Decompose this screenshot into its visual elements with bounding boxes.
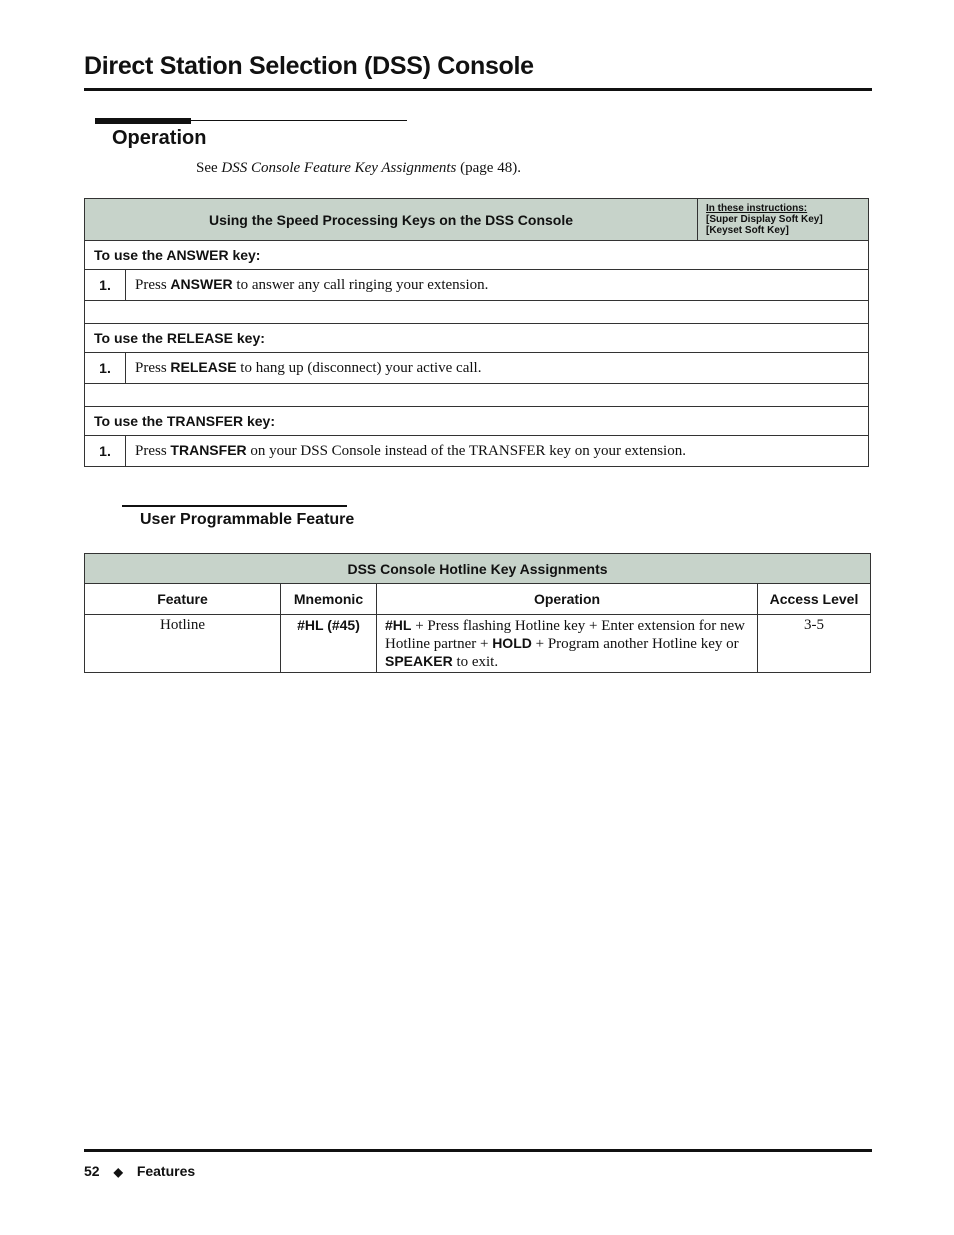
step-post: on your DSS Console instead of the TRANSFER key on your extension. bbox=[246, 443, 686, 459]
title-rule bbox=[84, 88, 872, 91]
instructions-legend bbox=[698, 199, 869, 241]
op-key-hl: #HL bbox=[385, 617, 412, 633]
footer-section: Features bbox=[136, 1163, 196, 1179]
transfer-section-heading: To use the TRANSFER key: bbox=[85, 407, 869, 436]
mnemonic-cell: #HL (#45) bbox=[281, 615, 377, 673]
page-title: Direct Station Selection (DSS) Console bbox=[84, 52, 534, 80]
transfer-step-number: 1. bbox=[85, 436, 126, 467]
answer-step-number: 1. bbox=[85, 270, 126, 301]
legend-title: In these instructions: bbox=[706, 203, 808, 214]
spacer-row bbox=[85, 384, 869, 407]
see-reference bbox=[196, 160, 521, 177]
spacer-row bbox=[85, 301, 869, 324]
operation-cell bbox=[377, 615, 758, 673]
section-rule-thick bbox=[95, 118, 191, 124]
op-key-hold: HOLD bbox=[492, 635, 532, 651]
footer-rule bbox=[84, 1149, 872, 1152]
section-rule-thin bbox=[191, 120, 407, 121]
table-row bbox=[85, 615, 871, 673]
release-section-heading: To use the RELEASE key: bbox=[85, 324, 869, 353]
column-header-access-level: Access Level bbox=[758, 584, 871, 615]
feature-cell: Hotline bbox=[85, 615, 281, 673]
step-post: to hang up (disconnect) your active call. bbox=[236, 360, 482, 376]
step-pre: Press bbox=[135, 443, 171, 459]
column-header-mnemonic: Mnemonic bbox=[281, 584, 377, 615]
answer-key-label: ANSWER bbox=[170, 276, 233, 292]
see-suffix: (page 48). bbox=[456, 160, 521, 176]
legend-line-1: [Super Display Soft Key] bbox=[706, 214, 823, 225]
op-text-1: + Press flashing Hotline key + Enter extension for new Hotline partner + bbox=[385, 618, 745, 652]
column-header-operation: Operation bbox=[377, 584, 758, 615]
hotline-table bbox=[84, 553, 871, 673]
op-text-3: to exit. bbox=[452, 654, 499, 670]
see-prefix: See bbox=[196, 160, 222, 176]
see-link[interactable]: DSS Console Feature Key Assignments bbox=[221, 160, 457, 176]
transfer-key-label: TRANSFER bbox=[170, 442, 247, 458]
diamond-icon: ◆ bbox=[113, 1165, 123, 1179]
page-number: 52 bbox=[84, 1163, 100, 1179]
step-pre: Press bbox=[135, 360, 171, 376]
release-step-number: 1. bbox=[85, 353, 126, 384]
step-pre: Press bbox=[135, 277, 171, 293]
legend-line-2: [Keyset Soft Key] bbox=[706, 225, 789, 236]
op-text-2: + Program another Hotline key or bbox=[531, 636, 739, 652]
release-key-label: RELEASE bbox=[170, 359, 237, 375]
instructions-table bbox=[84, 198, 869, 467]
instructions-table-title: Using the Speed Processing Keys on the DSS Console bbox=[85, 199, 698, 241]
user-programmable-heading: User Programmable Feature bbox=[140, 511, 355, 528]
release-step-text bbox=[126, 353, 869, 384]
transfer-step-text bbox=[126, 436, 869, 467]
answer-step-text bbox=[126, 270, 869, 301]
answer-section-heading: To use the ANSWER key: bbox=[85, 241, 869, 270]
hotline-table-title: DSS Console Hotline Key Assignments bbox=[85, 554, 871, 584]
column-header-feature: Feature bbox=[85, 584, 281, 615]
access-level-cell: 3-5 bbox=[758, 615, 871, 673]
step-post: to answer any call ringing your extension. bbox=[232, 277, 489, 293]
page-footer bbox=[84, 1163, 195, 1179]
op-key-speaker: SPEAKER bbox=[385, 653, 453, 669]
subsection-rule bbox=[122, 505, 347, 507]
operation-heading: Operation bbox=[112, 127, 207, 149]
